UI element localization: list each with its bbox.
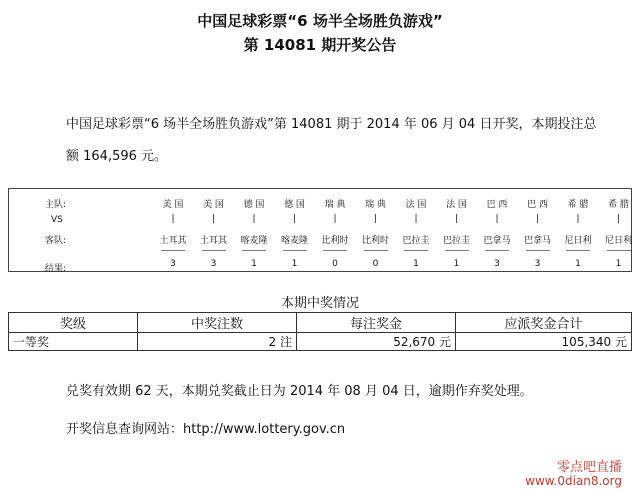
- prize-header-row: [9, 313, 632, 333]
- header-total: 应派奖金合计: [456, 313, 632, 333]
- home-team: 德 国: [284, 200, 305, 210]
- result-divider: [283, 250, 307, 251]
- announcement-title: 中国足球彩票“6 场半全场胜负游戏”: [197, 12, 443, 30]
- result-divider: [607, 250, 631, 251]
- match-result: 3: [494, 259, 500, 269]
- result-divider: [404, 250, 428, 251]
- home-team: 德 国: [243, 200, 265, 210]
- match-result: 1: [291, 259, 298, 269]
- vs-separator: |: [171, 214, 175, 224]
- header-level: 奖级: [9, 313, 138, 333]
- header-each: 每注奖金: [297, 313, 456, 333]
- vs-separator: |: [495, 214, 499, 224]
- match-table: [8, 188, 632, 272]
- home-team: 巴 西: [527, 200, 548, 210]
- announcement-issue-title: 第 14081 期开奖公告: [243, 36, 397, 54]
- prize-table: [8, 312, 632, 351]
- result-divider: [485, 250, 509, 251]
- away-team: 土耳其: [159, 236, 187, 246]
- intro-line-1: 中国足球彩票“6 场半全场胜负游戏”第 14081 期于 2014 年 06 月 04 日开奖，本期投注总: [66, 117, 597, 132]
- vs-separator: |: [576, 214, 580, 224]
- match-result: 3: [210, 259, 217, 269]
- watermark-url: www.0dian8.org: [525, 474, 622, 488]
- match-result: 0: [332, 259, 338, 269]
- away-team: 尼日利: [604, 236, 632, 246]
- away-team: 土耳其: [199, 236, 227, 246]
- home-team: 法 国: [405, 200, 427, 210]
- away-team: 比利时: [361, 236, 389, 246]
- winner-count: 2 注: [138, 333, 297, 351]
- vs-separator: |: [454, 214, 459, 224]
- result-divider: [364, 250, 388, 251]
- home-team: 法 国: [446, 200, 467, 210]
- home-team: 美 国: [162, 200, 184, 210]
- validity-notice: 兑奖有效期 62 天，本期兑奖截止日为 2014 年 08 月 04 日，逾期作弃奖处理。: [66, 384, 533, 399]
- vs-separator: |: [211, 214, 216, 224]
- away-team: 巴拿马: [483, 236, 511, 246]
- result-divider: [323, 250, 347, 251]
- home-team: 瑞 典: [324, 200, 346, 210]
- result-divider: [526, 250, 550, 251]
- table-row: [9, 333, 632, 351]
- away-team: 巴拉圭: [442, 236, 470, 246]
- vs-separator: |: [373, 214, 378, 224]
- home-team: 巴 西: [486, 200, 508, 210]
- away-team-label: 客队:: [45, 236, 67, 246]
- result-divider: [202, 250, 226, 251]
- vs-separator: |: [333, 214, 337, 224]
- home-team: 希 腊: [608, 200, 629, 210]
- result-divider: [161, 250, 185, 251]
- watermark-title: 零点吧直播: [556, 460, 622, 475]
- intro-line-2: 额 164,596 元。: [66, 149, 168, 164]
- result-label: 结果:: [45, 264, 67, 274]
- away-team: 尼日利: [564, 236, 592, 246]
- away-team: 喀麦隆: [240, 236, 268, 246]
- header-count: 中奖注数: [138, 313, 297, 333]
- match-result: 1: [615, 259, 622, 269]
- vs-separator: |: [414, 214, 418, 224]
- result-divider: [445, 250, 469, 251]
- vs-label: VS: [51, 215, 63, 225]
- match-result: 1: [575, 259, 581, 269]
- away-team: 巴拉圭: [402, 236, 430, 246]
- prize-level: 一等奖: [9, 333, 138, 351]
- match-result: 1: [251, 259, 257, 269]
- result-divider: [566, 250, 590, 251]
- match-result: 1: [413, 259, 419, 269]
- vs-separator: |: [252, 214, 256, 224]
- away-team: 喀麦隆: [280, 236, 308, 246]
- home-team: 瑞 典: [365, 200, 386, 210]
- away-team: 巴拿马: [523, 236, 551, 246]
- home-team: 希 腊: [567, 200, 589, 210]
- prize-each: 52,670 元: [297, 333, 456, 351]
- home-team: 美 国: [203, 200, 224, 210]
- match-result: 1: [453, 259, 460, 269]
- match-result: 0: [372, 259, 379, 269]
- vs-separator: |: [292, 214, 297, 224]
- vs-separator: |: [535, 214, 540, 224]
- prize-section-title: 本期中奖情况: [280, 296, 359, 311]
- home-team-label: 主队:: [45, 200, 67, 210]
- match-result: 3: [534, 259, 541, 269]
- prize-total: 105,340 元: [456, 333, 632, 351]
- match-result: 3: [170, 259, 176, 269]
- vs-separator: |: [616, 214, 621, 224]
- away-team: 比利时: [321, 236, 349, 246]
- result-divider: [242, 250, 266, 251]
- website-notice: 开奖信息查询网站：http://www.lottery.gov.cn: [66, 422, 346, 437]
